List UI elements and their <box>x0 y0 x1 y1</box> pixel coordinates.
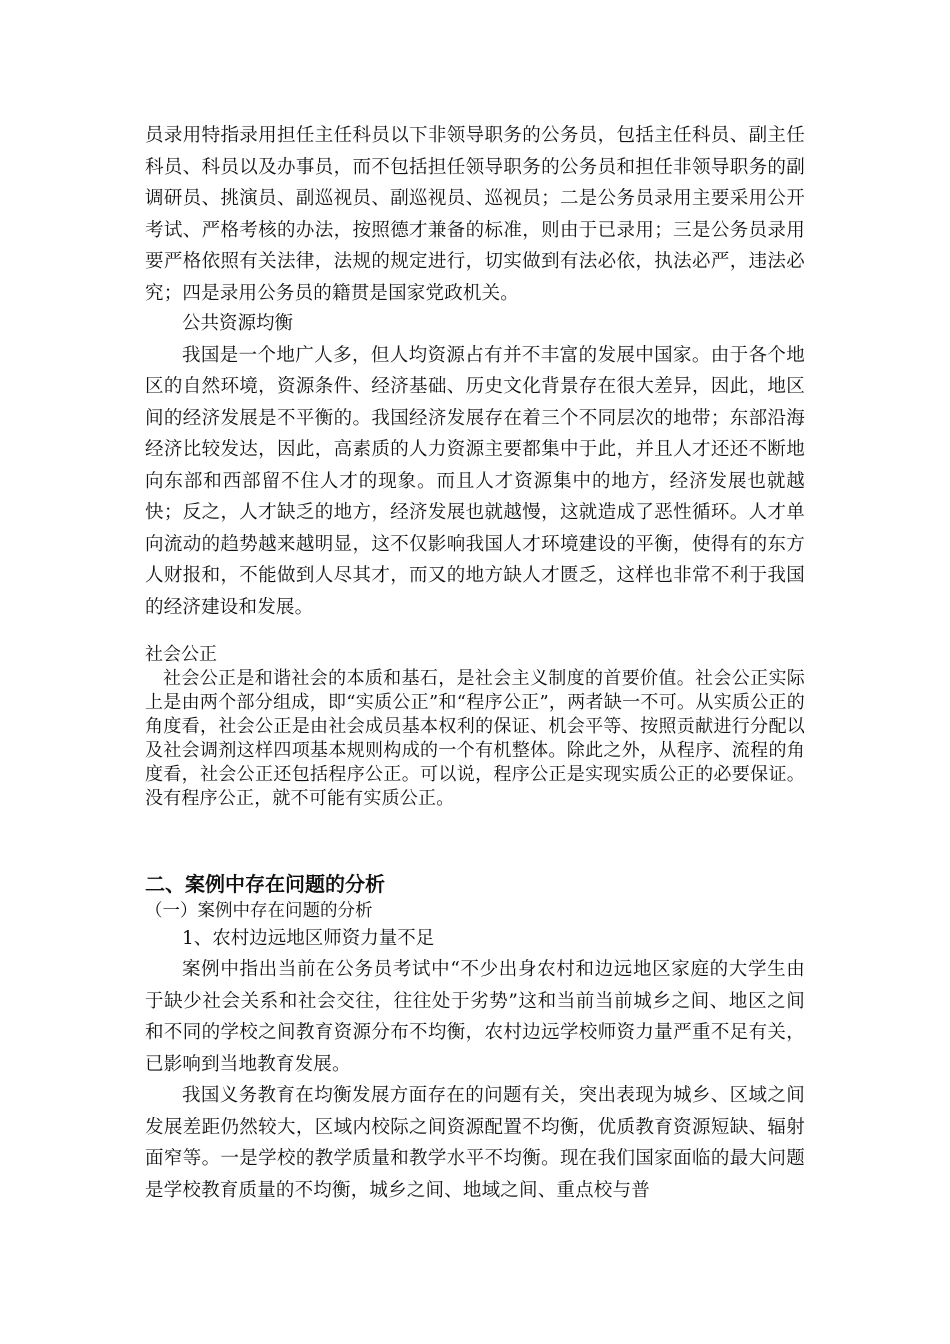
subheading-rural-teachers: 1、农村边远地区师资力量不足 <box>182 928 435 949</box>
heading-social-justice: 社会公正 <box>145 644 217 665</box>
paragraph-social-justice: 社会公正是和谐社会的本质和基石，是社会主义制度的首要价值。社会公正实际上是由两个部分组成，即“实质公正”和“程序公正”，两者缺一不可。从实质公正的角度看，社会公正是由社会成员基本权利的保证、机会平等、按照贡献进行分配以及社会调剂这样四项基本规则构成的一个有机整体。除此之外，从程序、流程的角度看，社会公正还包括程序公正。可以说，程序公正是实现实质公正的必要保证。没有程序公正，就不可能有实质公正。 <box>145 668 805 809</box>
paragraph-public-resource: 我国是一个地广人多，但人均资源占有并不丰富的发展中国家。由于各个地区的自然环境，资源条件、经济基础、历史文化背景存在很大差异，因此，地区间的经济发展是不平衡的。我国经济发展存在着三个不同层次的地带；东部沿海经济比较发达，因此，高素质的人力资源主要都集中于此，并且人才还还不断地向东部和西部留不住人才的现象。而且人才资源集中的地方，经济发展也就越快；反之，人才缺乏的地方，经济发展也就越慢，这就造成了恶性循环。人才单向流动的趋势越来越明显，这不仅影响我国人才环境建设的平衡，使得有的东方人财报和，不能做到人尽其才，而又的地方缺人才匮乏，这样也非常不利于我国的经济建设和发展。 <box>145 344 805 618</box>
section-civil-servant-recruitment <box>145 120 805 309</box>
paragraph-compulsory-education: 我国义务教育在均衡发展方面存在的问题有关，突出表现为城乡、区域之间发展差距仍然较大，区域内校际之间资源配置不均衡，优质教育资源短缺、辐射面窄等。一是学校的教学质量和教学水平不均衡。现在我们国家面临的最大问题是学校教育质量的不均衡，城乡之间、地域之间、重点校与普 <box>145 1085 805 1201</box>
heading-case-analysis: 二、案例中存在问题的分析 <box>145 872 385 896</box>
section-public-resource-balance <box>145 308 805 623</box>
heading-public-resource-balance: 公共资源均衡 <box>182 313 294 334</box>
subheading-case-analysis: （一）案例中存在问题的分析 <box>145 901 373 921</box>
paragraph-recruitment: 员录用特指录用担任主任科员以下非领导职务的公务员，包括主任科员、副主任科员、科员以及办事员，而不包括担任领导职务的公务员和担任非领导职务的副调研员、挑演员、副巡视员、副巡视员、巡视员；二是公务员录用主要采用公开考试、严格考核的办法，按照德才兼备的标准，则由于已录用；三是公务员录用要严格依照有关法律，法规的规定进行，切实做到有法必依，执法必严，违法必究；四是录用公务员的籍贯是国家党政机关。 <box>145 125 805 304</box>
section-social-justice <box>145 643 805 811</box>
paragraph-case-description: 案例中指出当前在公务员考试中“不少出身农村和边远地区家庭的大学生由于缺少社会关系和社会交往，往往处于劣势”这和当前当前城乡之间、地区之间和不同的学校之间教育资源分布不均衡，农村边远学校师资力量严重不足有关，已影响到当地教育发展。 <box>145 959 805 1075</box>
section-case-analysis <box>145 870 805 1206</box>
